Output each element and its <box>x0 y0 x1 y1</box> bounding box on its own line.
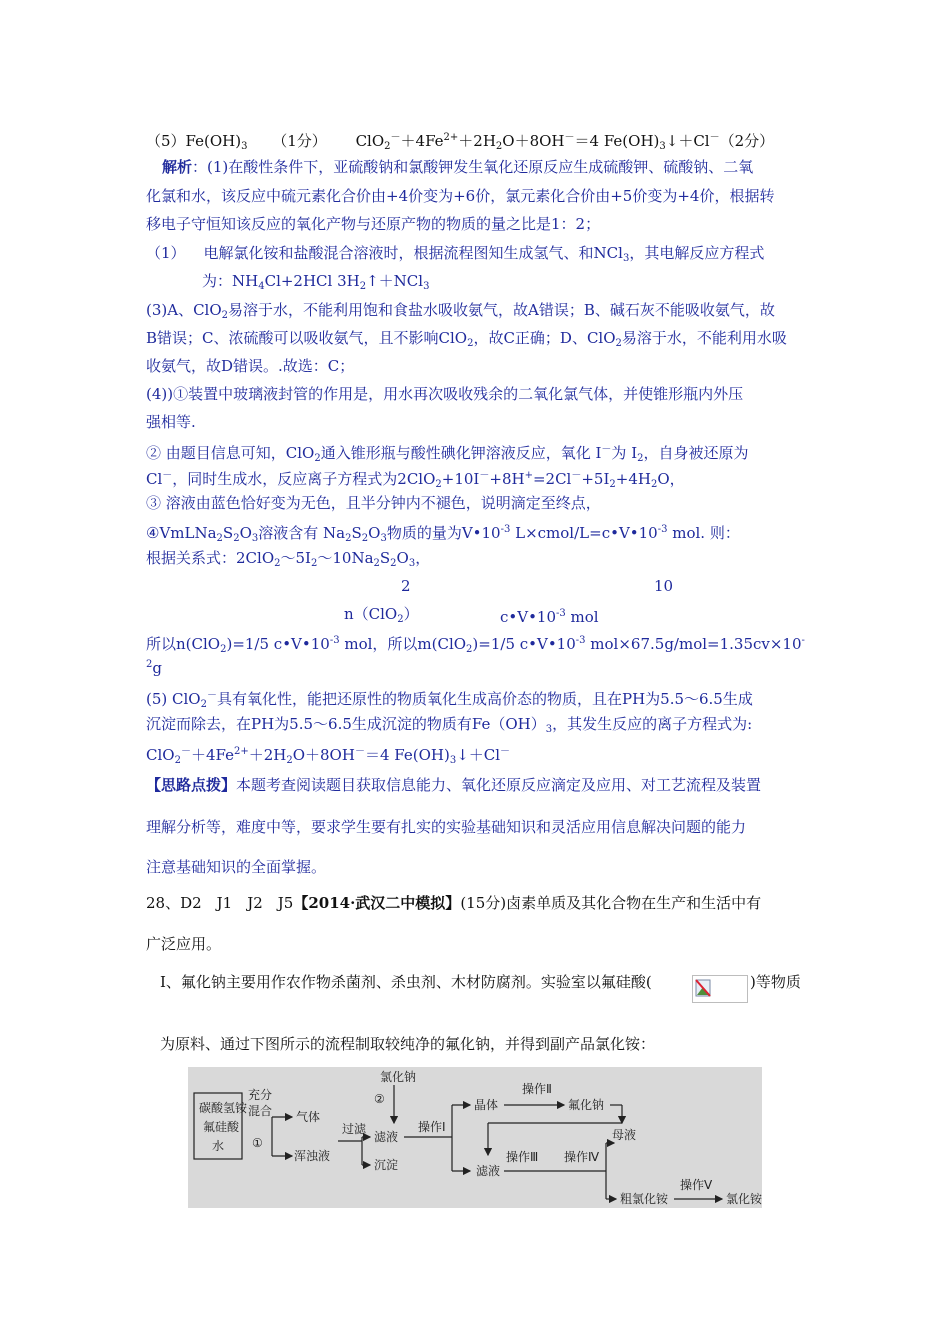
analysis-p3-line-3: 收氨气，故D错误。.故选：C； <box>146 357 355 375</box>
flow-naf: 氟化钠 <box>568 1098 605 1112</box>
flow-op-1: 操作Ⅰ <box>418 1120 446 1134</box>
q28-line-2: 广泛应用。 <box>146 935 222 953</box>
flow-box-line-2: 氟硅酸 <box>203 1120 240 1134</box>
thinking-line-3: 注意基础知识的全面掌握。 <box>146 858 327 876</box>
analysis-p3-line-2: B错误；C、浓硫酸可以吸收氨气，且不影响ClO$_2$，故C正确；D、ClO$_2$易溶于水，不能利用水吸 <box>146 329 787 349</box>
flow-box-line-3: 水 <box>212 1139 225 1153</box>
flow-step-1: ① <box>252 1136 263 1150</box>
relation-coef-10: 10 <box>654 577 674 595</box>
flow-op-2: 操作Ⅱ <box>522 1082 552 1096</box>
analysis-label: 解析 <box>162 158 193 176</box>
analysis-p4-line-3: ② 由题目信息可知，ClO$_2$通入锥形瓶与酸性碘化钾溶液反应，氧化 I－为 $I_2$，自身被还原为 <box>146 444 749 464</box>
analysis-p4-line-6: $④VmLNa_2S_2O_3$溶液含有 $Na_2S_2O_3$物质的量为$V•10^{-3}$ $L\times cmol/L=c•V•10^{-3}$ mol. 则： <box>146 524 740 544</box>
flow-step-2: ② <box>374 1092 385 1106</box>
flow-filtrate-2: 滤液 <box>476 1164 501 1178</box>
q28-part1-line-1: Ⅰ、氟化钠主要用作农作物杀菌剂、杀虫剂、木材防腐剂。实验室以氟硅酸( <box>160 973 652 991</box>
analysis-result-line-1: 所以n(ClO$_2$)=1/5 $c•V•10^{-3}$ mol，所以m(ClO$_2$)=1/5 $c•V•10^{-3}$ mol×67.5g/mol=1.35cv×10- <box>146 635 805 655</box>
flow-box-line-1: 碳酸氢铵 <box>199 1101 248 1115</box>
analysis-line-3: 移电子守恒知该反应的氧化产物与还原产物的物质的量之比是1：2； <box>146 215 601 233</box>
flow-crystal: 晶体 <box>474 1098 499 1112</box>
analysis-p3-line-1: (3)A、ClO$_2$易溶于水，不能利用饱和食盐水吸收氨气，故A错误；B、碱石灰不能吸收氨气，故 <box>146 301 775 321</box>
flow-mix-line-1: 充分 <box>248 1088 273 1102</box>
analysis-p5-line-2: 沉淀而除去，在PH为5.5～6.5生成沉淀的物质有$Fe(OH)_3$，其发生反应的离子方程式为: <box>146 715 753 735</box>
q28-line-1: 28、D2 J1 J2 J5【2014·武汉二中模拟】(15分)卤素单质及其化合物在生产和生活中有 <box>146 894 762 912</box>
q28-part1-line-2: 为原料、通过下图所示的流程制取较纯净的氟化钠，并得到副产品氯化铵： <box>160 1035 656 1053</box>
flow-nh4cl: 氯化铵 <box>726 1192 762 1206</box>
answer-5-line: $(5)Fe(OH)_3$ （1分） $ClO_2^-+4Fe^{2+}+2H_2O+8OH^-=4$ $Fe(OH)_3↓+Cl^-(2$分） <box>146 132 775 152</box>
flow-slurry: 浑浊液 <box>294 1149 331 1163</box>
analysis-result-line-2: $^2$g <box>146 659 162 677</box>
analysis-p4-line-1: (4))①装置中玻璃液封管的作用是，用水再次吸收残余的二氧化氯气体，并使锥形瓶内外压 <box>146 385 744 403</box>
relation-cv: $c•V•10^{-3}$ mol <box>500 608 599 626</box>
analysis-p5-line-1: (5) ClO$_2$－具有氧化性，能把还原性的物质氧化生成高价态的物质，且在PH为5.5～6.5生成 <box>146 690 753 710</box>
thinking-line-2: 理解分析等，难度中等，要求学生要有扎实的实验基础知识和灵活应用信息解决问题的能力 <box>146 818 747 836</box>
flow-mix-line-2: 混合 <box>248 1104 273 1118</box>
analysis-p2-line-1: （1） 电解氯化铵和盐酸混合溶液时，根据流程图知生成氢气、和NCl$_3$，其电解反应方程式 <box>146 244 765 264</box>
flow-gas: 气体 <box>296 1110 321 1124</box>
flow-mother: 母液 <box>612 1128 637 1142</box>
analysis-p4-line-7: 根据关系式：$2ClO_2\sim 5I_2\sim 10Na_2S_2O_3$， <box>146 549 431 569</box>
analysis-line-1: 解析：(1)在酸性条件下，亚硫酸钠和氯酸钾发生氧化还原反应生成硫酸钾、硫酸钠、二氧 <box>162 158 754 176</box>
flow-filter: 过滤 <box>342 1122 367 1136</box>
thinking-label: 【思路点拨】 <box>146 776 237 794</box>
thinking-line-1: 【思路点拨】本题考查阅读题目获取信息能力、氧化还原反应滴定及应用、对工艺流程及装置 <box>146 776 762 794</box>
relation-n-clo2: n（ClO$_2$） <box>344 605 419 625</box>
process-flow-diagram <box>188 1067 762 1208</box>
analysis-p5-line-3: $ClO_2^-+4Fe^{2+}+2H_2O+8OH^-=4$ $Fe(OH)_3↓+Cl^-$ <box>146 746 511 766</box>
analysis-p4-line-2: 强相等. <box>146 413 196 431</box>
relation-coef-2: 2 <box>401 577 411 595</box>
analysis-p2-line-2: 为：$NH_4Cl+2HCl$ $3H_2↑+NCl_3$ <box>202 272 430 292</box>
broken-image-icon <box>692 975 748 1003</box>
flow-op-5: 操作Ⅴ <box>680 1178 713 1192</box>
q28-part1-line-1-end: )等物质 <box>750 973 801 991</box>
analysis-p4-line-4: Cl－，同时生成水，反应离子方程式为$2ClO_2+10I^-+8H^+=2Cl^-+5I_2+4H_2O$， <box>146 470 685 490</box>
flow-op-3: 操作Ⅲ <box>506 1150 539 1164</box>
flow-nacl: 氯化钠 <box>380 1070 417 1084</box>
analysis-p4-line-5: ③ 溶液由蓝色恰好变为无色，且半分钟内不褪色，说明滴定至终点， <box>146 494 601 512</box>
flow-filtrate-1: 滤液 <box>374 1130 399 1144</box>
flow-precipitate: 沉淀 <box>374 1158 399 1172</box>
analysis-line-2: 化氯和水，该反应中硫元素化合价由+4价变为+6价，氯元素化合价由+5价变为+4价，根据转 <box>146 187 775 205</box>
flow-crude: 粗氯化铵 <box>620 1192 669 1206</box>
flow-op-4: 操作Ⅳ <box>564 1150 600 1164</box>
